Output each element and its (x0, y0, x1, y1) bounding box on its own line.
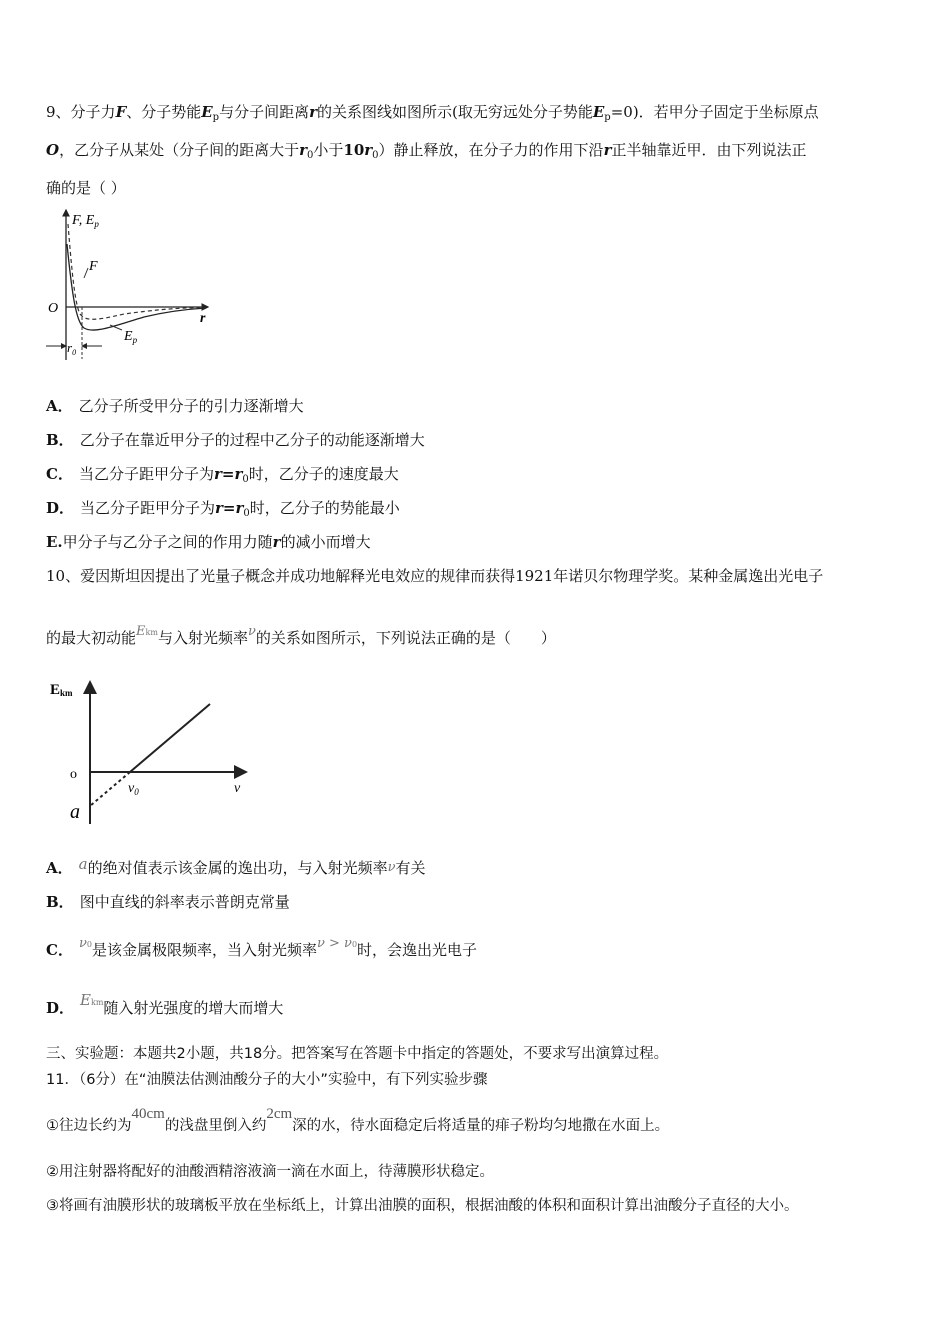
q11-step2 (46, 1162, 494, 1182)
option-text: 乙分子在靠近甲分子的过程中乙分子的动能逐渐增大 (79, 431, 425, 449)
q11-text: 11．（6分）在“油膜法估测油酸分子的大小”实验中，有下列实验步骤 (46, 1072, 488, 1088)
option-text: 是该金属极限频率，当入射光频率 (91, 941, 317, 959)
option-sub: 0 (243, 508, 250, 519)
option-text: 当乙分子距甲分子为 (78, 465, 214, 483)
option-label: C． (46, 465, 73, 483)
option-text: 有关 (395, 859, 426, 877)
q10-stem-line1 (46, 566, 823, 586)
option-text: 随入射光强度的增大而增大 (103, 999, 284, 1017)
q9-option-d[interactable] (46, 498, 400, 524)
q9-r0-symbol: r (364, 141, 373, 159)
q9-r0-symbol: r (299, 141, 307, 159)
q9-y-label: F, $E_p$ (72, 213, 99, 229)
q9-number: 9、 (46, 103, 71, 121)
q10-ekm-symbol: Ekm (136, 624, 158, 639)
q9-f-label: F (89, 259, 98, 274)
q9-r-symbol: r (309, 103, 317, 121)
q9-text: ）静止释放，在分子力的作用下沿 (378, 141, 604, 159)
option-label: E. (46, 533, 63, 551)
option-text: 时，会逸出光电子 (357, 941, 478, 959)
option-label: A． (46, 859, 73, 877)
q9-ep-sub: p (212, 112, 220, 123)
q11-text: ②用注射器将配好的油酸酒精溶液滴一滴在水面上，待薄膜形状稳定。 (46, 1164, 494, 1180)
option-symbol: Ekm (80, 991, 104, 1009)
option-symbol: a (78, 855, 88, 873)
q9-force-symbol: F (115, 103, 127, 121)
q9-r0-label: $r_0$ (67, 340, 77, 357)
q9-stem-line1 (46, 102, 819, 128)
q11-len2: 2cm (266, 1106, 293, 1122)
q9-text: 分子力 (70, 103, 116, 121)
q10-text: 的最大初动能 (46, 629, 137, 647)
q9-f-leader (84, 268, 88, 278)
q9-ep-label: $E_p$ (124, 329, 138, 345)
section3-text: 三、实验题：本题共2小题，共18分。把答案写在答题卡中指定的答题处，不要求写出演算过程。 (46, 1046, 669, 1062)
option-label: C． (46, 941, 73, 959)
q9-ep-symbol: E (201, 103, 213, 121)
q9-text: 的关系图线如图所示(取无穷远处分子势能 (317, 103, 593, 121)
q11-text: ①往边长约为 (46, 1118, 132, 1134)
option-label: B． (46, 893, 74, 911)
q10-origin-label: o (70, 767, 77, 782)
q9-r-symbol: r (603, 141, 612, 159)
option-label: D． (46, 499, 75, 517)
q9-ep-symbol: E (592, 103, 605, 121)
section3-heading (46, 1044, 668, 1064)
option-equation: r=r (213, 465, 243, 483)
q10-solid-line (130, 704, 210, 772)
q9-option-e[interactable] (46, 532, 371, 552)
q10-option-c[interactable] (46, 936, 478, 963)
option-equation: r=r (215, 499, 244, 517)
q11-text: ③将画有油膜形状的玻璃板平放在坐标纸上，计算出油膜的面积，根据油酸的体积和面积计算出油酸分子直径的大小。 (46, 1198, 799, 1214)
option-text: 的减小而增大 (280, 533, 371, 551)
q9-text: 、分子势能 (126, 103, 202, 121)
q10-y-label: Ekm (50, 682, 73, 698)
q9-origin-label: O (48, 301, 59, 316)
q9-text: 正半轴靠近甲．由下列说法正 (611, 141, 807, 159)
q10-x-label: v (234, 781, 241, 796)
option-label: A． (46, 397, 73, 415)
q9-option-c[interactable] (46, 464, 399, 490)
q9-text: 小于 (313, 141, 344, 159)
q10-option-b[interactable] (46, 892, 290, 912)
q10-stem-line2 (46, 624, 556, 651)
q10-text: 10、爱因斯坦因提出了光量子概念并成功地解释光电效应的规律而获得1921年诺贝尔物理学奖。某种金属逸出光电子 (46, 567, 824, 585)
q11-step1 (46, 1106, 670, 1136)
q11-stem (46, 1070, 487, 1090)
q11-text: 深的水，待水面稳定后将适量的痱子粉均匀地撒在水面上。 (292, 1118, 670, 1134)
option-label: B． (46, 431, 74, 449)
q10-option-a[interactable] (46, 855, 426, 880)
option-sub: 0 (242, 474, 249, 485)
option-text: 时，乙分子的势能最小 (249, 499, 400, 517)
q10-text: 的关系如图所示，下列说法正确的是（ ） (255, 629, 556, 647)
q9-r0-sub: 0 (372, 150, 379, 161)
option-text: 时，乙分子的速度最大 (248, 465, 399, 483)
option-symbol: ν0 (78, 936, 92, 951)
option-text: 图中直线的斜率表示普朗克常量 (79, 893, 290, 911)
q9-origin-symbol: O (46, 141, 60, 159)
q9-ep-sub: p (604, 112, 611, 123)
option-label: D． (46, 999, 75, 1017)
q9-stem-line2 (46, 140, 806, 166)
q9-text: =0)．若甲分子固定于坐标原点 (610, 103, 819, 121)
q9-force-energy-graph (44, 204, 216, 364)
q9-stem-line3 (46, 178, 126, 198)
q10-a-label: a (70, 801, 80, 823)
option-text: 甲分子与乙分子之间的作用力随 (62, 533, 273, 551)
option-symbol: ν (387, 860, 396, 875)
option-text: 乙分子所受甲分子的引力逐渐增大 (78, 397, 304, 415)
option-r-symbol: r (272, 533, 281, 551)
q10-ekm-frequency-graph (44, 672, 254, 832)
q9-ten: 10 (343, 141, 365, 159)
q9-option-a[interactable] (46, 396, 304, 416)
q9-option-b[interactable] (46, 430, 425, 450)
q10-nu0-label: $\nu_0$ (128, 781, 139, 797)
q9-r0-sub: 0 (307, 150, 314, 161)
q9-x-label: r (200, 311, 206, 326)
q10-text: 与入射光频率 (157, 629, 248, 647)
option-text: 的绝对值表示该金属的逸出功，与入射光频率 (87, 859, 388, 877)
q10-nu-symbol: ν (247, 624, 256, 639)
option-symbol: ν > ν0 (316, 936, 358, 951)
q9-text: ，乙分子从某处（分子间的距离大于 (59, 141, 300, 159)
q10-dashed-extension (90, 772, 130, 806)
q9-text: 确的是（ ） (46, 179, 126, 197)
option-text: 当乙分子距甲分子为 (80, 499, 216, 517)
q9-text: 与分子间距离 (219, 103, 310, 121)
q11-len1: 40cm (131, 1106, 165, 1122)
q10-option-d[interactable] (46, 991, 284, 1021)
q11-step3 (46, 1196, 799, 1216)
q11-text: 的浅盘里倒入约 (164, 1118, 267, 1134)
q9-ep-curve (67, 244, 206, 330)
